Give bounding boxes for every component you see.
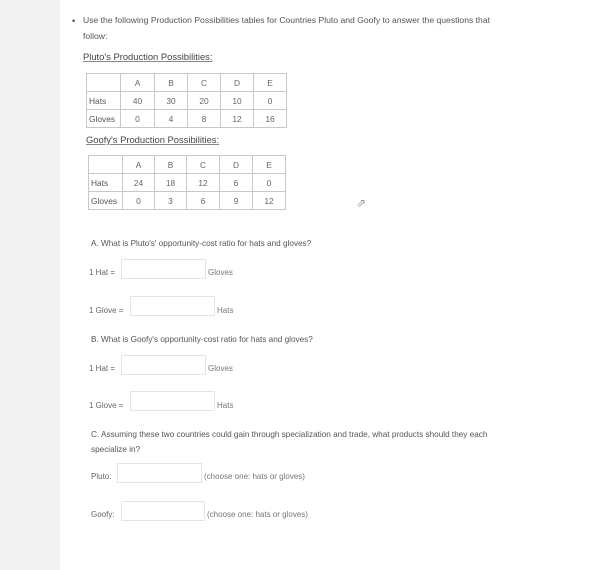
table-cell: 12 (221, 110, 254, 128)
table-cell: 4 (155, 110, 188, 128)
column-header: C (188, 74, 221, 92)
goofy-glove-label: 1 Glove = (89, 401, 124, 410)
table-cell: 12 (253, 192, 286, 210)
pluto-hat-unit: Gloves (208, 268, 233, 277)
table-cell: 24 (123, 174, 155, 192)
pluto-table-heading: Pluto's Production Possibilities: (83, 51, 213, 62)
table-header-row (87, 74, 287, 92)
goofy-hat-unit: Gloves (208, 364, 233, 373)
question-a-text: A. What is Pluto's' opportunity-cost ratio for hats and gloves? (91, 239, 312, 248)
pluto-specialize-hint: (choose one: hats or gloves) (204, 472, 305, 481)
pluto-glove-ratio-input[interactable] (130, 296, 215, 316)
table-cell: 0 (121, 110, 155, 128)
instructions-text: Use the following Production Possibilities tables for Countries Pluto and Goofy to answer the questions that follow: (83, 15, 490, 41)
goofy-hat-label: 1 Hat = (89, 364, 116, 373)
table-cell: 6 (187, 192, 220, 210)
pluto-hat-ratio-input[interactable] (121, 259, 206, 279)
column-header: E (253, 156, 286, 174)
table-cell: 8 (188, 110, 221, 128)
table-header-row (89, 156, 286, 174)
goofy-specialize-input[interactable] (121, 501, 205, 521)
table-cell: 6 (220, 174, 253, 192)
row-label: Hats (87, 92, 121, 110)
question-b-text: B. What is Goofy's opportunity-cost ratio for hats and gloves? (91, 335, 313, 344)
column-header: A (121, 74, 155, 92)
goofy-hat-ratio-input[interactable] (121, 355, 206, 375)
table-cell: 0 (123, 192, 155, 210)
goofy-specialize-label: Goofy: (91, 510, 115, 519)
column-header: A (123, 156, 155, 174)
mouse-cursor-icon: ⇗ (356, 196, 367, 210)
table-cell: 30 (155, 92, 188, 110)
table-cell: 20 (188, 92, 221, 110)
pluto-specialize-label: Pluto: (91, 472, 112, 481)
bullet-icon: • (72, 16, 76, 26)
table-cell: 9 (220, 192, 253, 210)
column-header: B (155, 74, 188, 92)
column-header: D (220, 156, 253, 174)
column-header: B (155, 156, 187, 174)
pluto-glove-unit: Hats (217, 306, 234, 315)
goofy-specialize-hint: (choose one: hats or gloves) (207, 510, 308, 519)
table-cell: 0 (253, 174, 286, 192)
row-label: Hats (89, 174, 123, 192)
column-header: D (221, 74, 254, 92)
table-row (89, 174, 286, 192)
table-cell: 40 (121, 92, 155, 110)
row-label: Gloves (87, 110, 121, 128)
table-row (87, 92, 287, 110)
goofy-glove-unit: Hats (217, 401, 234, 410)
table-cell: 10 (221, 92, 254, 110)
goofy-table-heading: Goofy's Production Possibilities: (86, 134, 220, 145)
table-row (89, 192, 286, 210)
goofy-production-table (88, 155, 286, 210)
table-row (87, 110, 287, 128)
pluto-glove-label: 1 Glove = (89, 306, 124, 315)
table-cell: 0 (254, 92, 287, 110)
table-cell: 16 (254, 110, 287, 128)
table-cell: 18 (155, 174, 187, 192)
table-cell: 3 (155, 192, 187, 210)
pluto-production-table (86, 73, 287, 128)
column-header: C (187, 156, 220, 174)
row-label: Gloves (89, 192, 123, 210)
table-cell: 12 (187, 174, 220, 192)
goofy-glove-ratio-input[interactable] (130, 391, 215, 411)
column-header: E (254, 74, 287, 92)
question-c-text: C. Assuming these two countries could gain through specialization and trade, what products should they each specialize in? (91, 430, 488, 454)
pluto-hat-label: 1 Hat = (89, 268, 116, 277)
pluto-specialize-input[interactable] (117, 463, 202, 483)
